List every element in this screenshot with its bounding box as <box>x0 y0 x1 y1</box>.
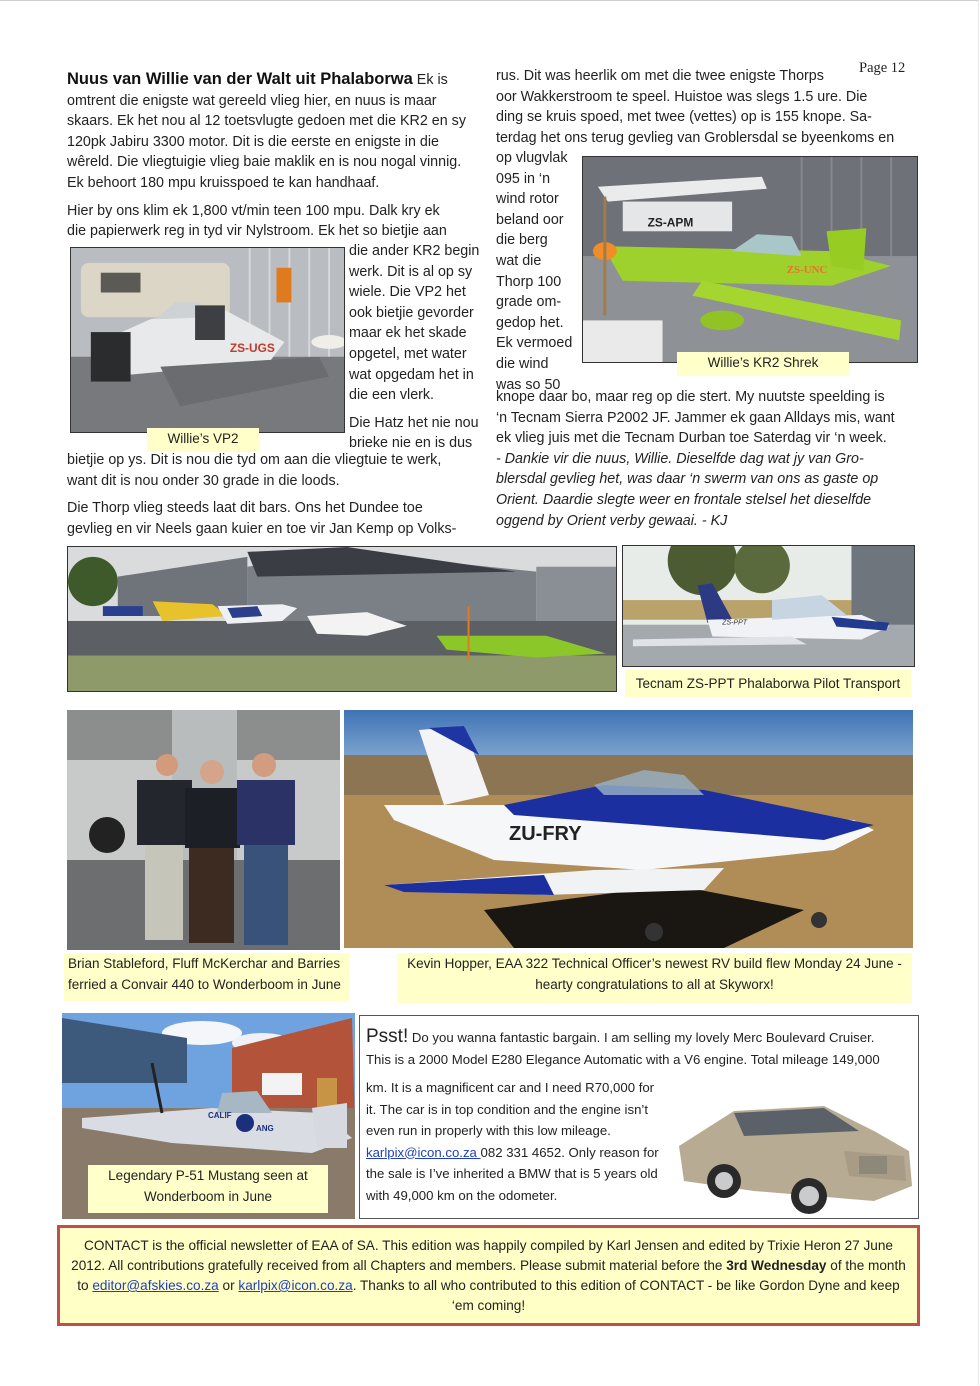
footer-karl-email-link[interactable]: karlpix@icon.co.za <box>238 1278 353 1293</box>
text-line: die ander KR2 begin <box>349 243 480 259</box>
text-line: wiele. Die VP2 het <box>349 284 466 301</box>
caption-rv <box>397 953 912 1003</box>
text-line: knope daar bo, maar reg op die stert. My nuutste speelding is <box>496 389 885 405</box>
caption-p51-mustang <box>88 1165 328 1213</box>
caption-line: Brian Stableford, Fluff McKerchar and Barries <box>68 956 341 971</box>
text-line: gevlieg en vir Neels gaan kuier en toe vir Jan Kemp op Volks- <box>67 520 457 537</box>
tecnam-registration: ZS-PPT <box>722 619 747 627</box>
text-line: Ek behoort 180 mpu kruisspoed te kan handhaaf. <box>67 174 380 191</box>
text-line: wat opgedam het in <box>349 366 474 383</box>
caption-line: Legendary P-51 Mustang seen at <box>108 1168 308 1183</box>
article-wrap-vp2 <box>349 241 489 454</box>
text-line: rus. Dit was heerlik om met die twee enigste Thorps <box>496 68 824 84</box>
article-right-bottom <box>496 387 920 531</box>
ad-email-link[interactable]: karlpix@icon.co.za <box>366 1144 481 1160</box>
ad-line: the sale is I’ve inherited a BMW that is 5 years old <box>366 1166 658 1181</box>
ad-lead: Psst! <box>366 1026 409 1047</box>
text-line: oor Wakkerstroom te speel. Huistoe was slegs 1.5 ure. Die <box>496 88 868 105</box>
footer-text: or <box>218 1278 239 1293</box>
photo-convair-crew <box>67 710 340 950</box>
text-line: brieke nie en is dus <box>349 435 473 452</box>
text-line: 095 in ‘n <box>496 170 551 187</box>
article-left-bottom <box>67 450 487 539</box>
photo-tecnam <box>622 545 915 667</box>
text-line: maar ek het skade <box>349 325 467 342</box>
editor-note-line: - Dankie vir die nuus, Willie. Dieselfde dag wat jy van Gro- <box>496 450 864 467</box>
crew-illustration <box>67 710 340 950</box>
photo-kr2 <box>582 156 918 363</box>
text-line: wind rotor <box>496 191 559 208</box>
text-line: Die Hatz het nie nou <box>349 414 479 431</box>
footer-deadline: 3rd Wednesday <box>726 1258 827 1273</box>
text-line: ‘n Tecnam Sierra P2002 JF. Jammer ek gaan Alldays mis, want <box>496 409 895 426</box>
photo-rv-zu-fry <box>344 710 913 948</box>
editor-note-line: blersdal gevlieg het, was daar ‘n swerm van ons as gaste op <box>496 471 879 488</box>
text-line: gedop het. <box>496 314 564 331</box>
caption-vp2: Willie’s VP2 <box>147 428 259 452</box>
photo-aircraft-lineup <box>67 546 617 692</box>
tecnam-illustration <box>623 546 914 666</box>
ad-text-top <box>366 1026 914 1070</box>
text-line: grade om- <box>496 294 562 311</box>
footer-text: CONTACT is the official newsletter of EAA of SA. This edition was happily compiled by Karl Jensen and edited by Trixie Heron 27 June 2012. All contributions gratefully received from all Chapters and members. Please submit material before the <box>71 1238 893 1273</box>
photo-mercedes <box>674 1091 914 1216</box>
footer-text: of the month to <box>77 1258 906 1293</box>
kr2-illustration <box>583 157 917 362</box>
text-line: was so 50 <box>496 376 561 393</box>
text-line: bietjie op ys. Dit is nou die tyd om aan die vliegtuie te werk, <box>67 452 442 468</box>
text-line: want dit is nou onder 30 grade in die loods. <box>67 472 340 489</box>
ad-line: it. The car is in top condition and the engine isn’t <box>366 1101 648 1117</box>
text-line: die een vlerk. <box>349 387 435 404</box>
text-line: opgetel, met water <box>349 345 467 362</box>
text-line: ding se kruis spoed, met twee (vettes) op is 155 knope. Sa- <box>496 109 872 126</box>
text-line: skaars. Ek het nou al 12 toetsvlugte gedoen met die KR2 en sy <box>67 113 466 130</box>
caption-line: hearty congratulations to all at Skyworx! <box>535 977 774 992</box>
article-headline: Nuus van Willie van der Walt uit Phalaborwa <box>67 70 413 88</box>
classified-ad-box <box>359 1015 919 1219</box>
ad-line-2: This is a 2000 Model E280 Elegance Automatic with a V6 engine. Total mileage 149,000 <box>366 1051 880 1067</box>
text-line: Ek vermoed <box>496 335 573 352</box>
text-line: Die Thorp vlieg steeds laat dit bars. Ons het Dundee toe <box>67 500 423 517</box>
mustang-marking-left: CALIF <box>208 1111 232 1120</box>
caption-line: ferried a Convair 440 to Wonderboom in June <box>68 977 341 992</box>
text-line: Thorp 100 <box>496 273 562 290</box>
mercedes-illustration <box>674 1091 914 1216</box>
text-line: terdag het ons terug gevlieg van Groblersdal se byeenkoms en <box>496 129 895 146</box>
footer-editor-email-link[interactable]: editor@afskies.co.za <box>92 1278 219 1293</box>
ad-line <box>366 1026 914 1049</box>
ad-line-1: Do you wanna fantastic bargain. I am selling my lovely Merc Boulevard Cruiser. <box>408 1030 875 1045</box>
caption-convair-crew <box>64 953 349 1001</box>
vp2-illustration <box>71 248 344 432</box>
article-left-column <box>67 69 487 242</box>
footer-text: . Thanks to all who contributed to this edition of CONTACT - be like Gordon Dyne and keep ‘em coming! <box>352 1278 900 1313</box>
ad-line: even run in properly with this low mileage. <box>366 1123 611 1138</box>
text-line: 120pk Jabiru 3300 motor. Dit is die eerste en enigste in die <box>67 133 439 150</box>
photo-vp2 <box>70 247 345 433</box>
rv-registration: ZU-FRY <box>509 823 582 845</box>
editor-note-line: oggend by Orient verby gewaai. - KJ <box>496 512 728 529</box>
text-line: beland oor <box>496 211 564 228</box>
text-line: Ek is <box>412 72 448 88</box>
text-line: die wind <box>496 355 549 372</box>
vp2-registration: ZS-UGS <box>229 340 275 355</box>
caption-kr2: Willie’s KR2 Shrek <box>677 352 849 376</box>
text-line: werk. Dit is al op sy <box>349 263 473 280</box>
text-line: wat die <box>496 252 542 269</box>
ad-line <box>366 1142 676 1164</box>
newsletter-footer <box>57 1225 920 1326</box>
ad-line: with 49,000 km on the odometer. <box>366 1187 558 1203</box>
article-wrap-kr2 <box>496 148 582 395</box>
text-line: op vlugvlak <box>496 150 568 166</box>
article-right-top <box>496 66 920 148</box>
text-line: ook bietjie gevorder <box>349 304 474 321</box>
caption-line: Wonderboom in June <box>143 1189 273 1204</box>
rv-illustration <box>344 710 913 948</box>
lineup-illustration <box>68 547 616 691</box>
caption-tecnam: Tecnam ZS-PPT Phalaborwa Pilot Transport <box>625 670 911 697</box>
ad-text-wrap <box>366 1077 676 1206</box>
paragraph-1 <box>67 69 487 194</box>
text-line: Hier by ons klim ek 1,800 vt/min teen 100 mpu. Dalk kry ek <box>67 202 440 219</box>
text-line: die berg <box>496 232 548 249</box>
editor-note-line: Orient. Daardie slegte weer en frontale stelsel het dieselfde <box>496 491 872 508</box>
ad-phone: 082 331 4652. Only reason for <box>480 1144 659 1160</box>
kr2-background-registration: ZS-APM <box>647 215 694 230</box>
text-line: die papierwerk reg in tyd vir Nylstroom. Ek het so bietjie aan <box>67 223 447 240</box>
mustang-marking-right: ANG <box>256 1124 274 1133</box>
kr2-registration: ZS-UNC <box>786 263 828 276</box>
text-line: omtrent die enigste wat gereeld vlieg hier, en nuus is maar <box>67 92 437 109</box>
text-line: wêreld. Die vliegtuigie vlieg baie maklik en is nou nogal vinnig. <box>67 154 462 171</box>
page-number: Page 12 <box>859 60 906 76</box>
paragraph-2 <box>67 201 487 242</box>
caption-line: Kevin Hopper, EAA 322 Technical Officer’s newest RV build flew Monday 24 June - <box>407 956 902 971</box>
text-line: ek vlieg juis met die Tecnam Durban toe Saterdag vir ‘n week. <box>496 430 887 447</box>
ad-line: km. It is a magnificent car and I need R70,000 for <box>366 1080 655 1095</box>
